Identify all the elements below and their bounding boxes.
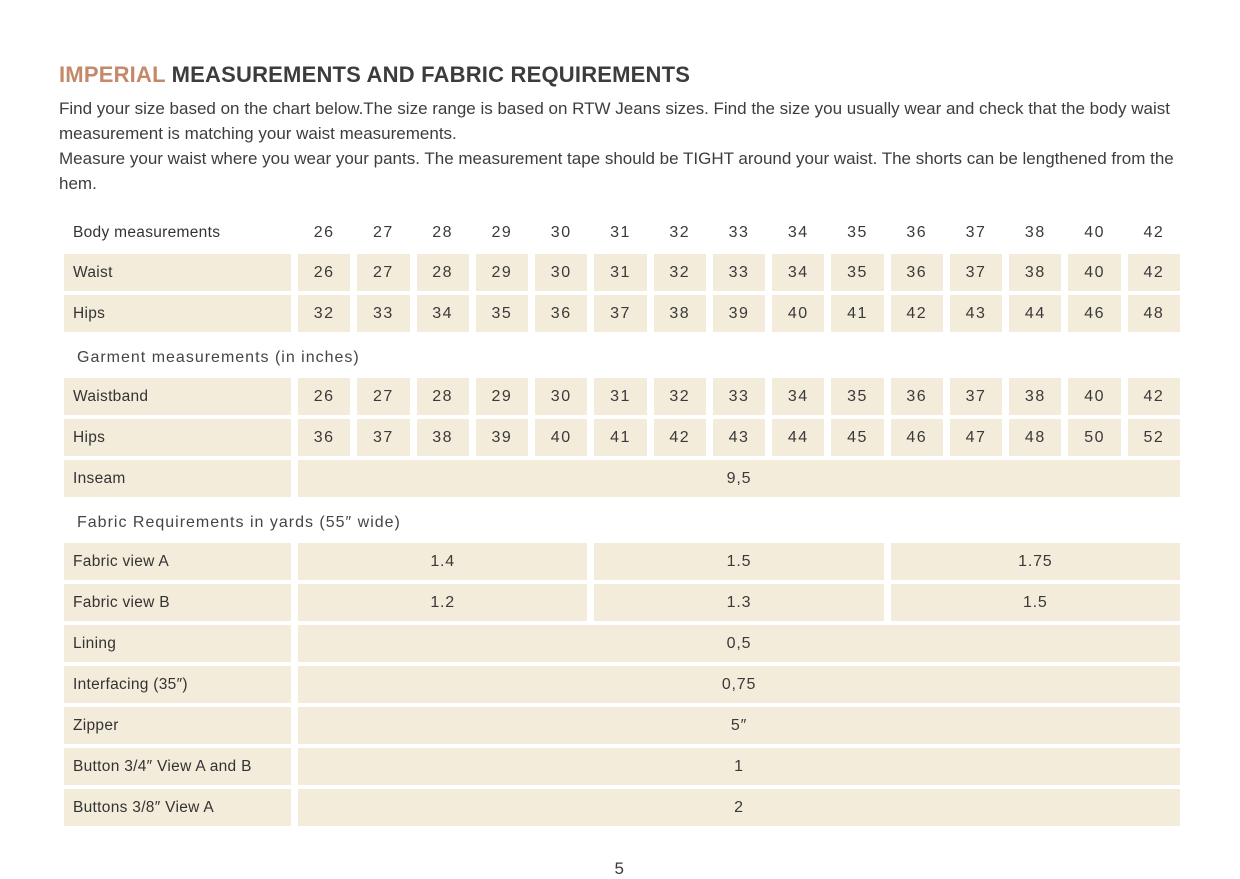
size-cell: 26	[298, 378, 350, 415]
size-cell: 28	[417, 254, 469, 291]
garment-measurements-table	[64, 378, 1180, 497]
row-label: Lining	[64, 625, 291, 662]
size-cell: 46	[1068, 295, 1120, 332]
size-cell: 42	[1128, 254, 1180, 291]
size-cell: 39	[476, 419, 528, 456]
table-row	[64, 543, 1180, 580]
intro-paragraph-1: Find your size based on the chart below.The size range is based on RTW Jeans sizes. Find the size you usually wear and check that the body waist measurement is matching your waist measurements.	[59, 99, 1170, 143]
value-cell: 1.4	[298, 543, 587, 580]
size-cell: 30	[535, 378, 587, 415]
row-label: Fabric view A	[64, 543, 291, 580]
table-row	[64, 584, 1180, 621]
page-title	[59, 62, 1180, 88]
size-header-cell: 33	[728, 224, 750, 241]
size-cell: 38	[1009, 254, 1061, 291]
table-row	[64, 254, 1180, 291]
size-header-cell: 36	[906, 224, 928, 241]
size-cell: 38	[1009, 378, 1061, 415]
size-cell: 46	[891, 419, 943, 456]
value-cell: 0,75	[298, 666, 1180, 703]
size-cell: 29	[476, 378, 528, 415]
value-cell: 5″	[298, 707, 1180, 744]
size-cell: 40	[1068, 254, 1120, 291]
size-cell: 43	[950, 295, 1002, 332]
value-cell: 1.5	[891, 584, 1180, 621]
page-title-rest: MEASUREMENTS AND FABRIC REQUIREMENTS	[165, 62, 691, 87]
size-cell: 52	[1128, 419, 1180, 456]
value-cell: 1	[298, 748, 1180, 785]
table-row	[64, 748, 1180, 785]
table-row	[64, 419, 1180, 456]
row-label: Buttons 3/8″ View A	[64, 789, 291, 826]
row-label: Inseam	[64, 460, 291, 497]
size-header-cell: 32	[669, 224, 691, 241]
size-cell: 34	[772, 254, 824, 291]
garment-section-title: Garment measurements (in inches)	[77, 349, 360, 366]
size-header-cell: 28	[432, 224, 454, 241]
size-cell: 37	[594, 295, 646, 332]
row-label: Body measurements	[73, 224, 221, 241]
tables-container	[64, 219, 1180, 826]
table-row	[64, 460, 1180, 497]
size-cell: 31	[594, 254, 646, 291]
size-header-cell: 38	[1024, 224, 1046, 241]
size-cell: 42	[1128, 378, 1180, 415]
size-cell: 39	[713, 295, 765, 332]
size-cell: 40	[535, 419, 587, 456]
size-cell: 37	[357, 419, 409, 456]
row-label: Fabric view B	[64, 584, 291, 621]
page-title-highlight: IMPERIAL	[59, 62, 166, 87]
size-cell: 37	[950, 378, 1002, 415]
table-row	[64, 666, 1180, 703]
size-cell: 35	[831, 254, 883, 291]
size-cell: 34	[417, 295, 469, 332]
size-header-cell: 26	[313, 224, 335, 241]
size-cell: 31	[594, 378, 646, 415]
size-cell: 45	[831, 419, 883, 456]
size-cell: 42	[891, 295, 943, 332]
size-cell: 48	[1009, 419, 1061, 456]
size-cell: 42	[654, 419, 706, 456]
value-cell: 1.2	[298, 584, 587, 621]
size-cell: 41	[594, 419, 646, 456]
size-cell: 38	[417, 419, 469, 456]
intro-paragraph-2: Measure your waist where you wear your pants. The measurement tape should be TIGHT around your waist. The shorts can be lengthened from the hem.	[59, 149, 1174, 193]
size-cell: 36	[891, 254, 943, 291]
size-cell: 35	[831, 378, 883, 415]
table-row	[64, 789, 1180, 826]
size-cell: 48	[1128, 295, 1180, 332]
size-cell: 36	[298, 419, 350, 456]
size-cell: 33	[713, 378, 765, 415]
size-header-cell: 42	[1143, 224, 1165, 241]
size-cell: 35	[476, 295, 528, 332]
row-label: Hips	[64, 295, 291, 332]
size-cell: 47	[950, 419, 1002, 456]
size-cell: 33	[713, 254, 765, 291]
size-cell: 44	[1009, 295, 1061, 332]
value-cell: 2	[298, 789, 1180, 826]
size-cell: 27	[357, 378, 409, 415]
size-header-cell: 35	[847, 224, 868, 241]
size-cell: 37	[950, 254, 1002, 291]
size-header-cell: 27	[373, 224, 394, 241]
size-cell: 40	[772, 295, 824, 332]
size-header-cell: 40	[1084, 224, 1105, 241]
table-row	[64, 625, 1180, 662]
size-header-cell: 29	[491, 224, 513, 241]
size-cell: 30	[535, 254, 587, 291]
size-cell: 32	[654, 254, 706, 291]
value-cell: 1.3	[594, 584, 883, 621]
table-row	[64, 295, 1180, 332]
size-header-cell: 37	[965, 224, 987, 241]
value-cell: 1.75	[891, 543, 1180, 580]
row-label: Zipper	[64, 707, 291, 744]
table-row	[64, 378, 1180, 415]
value-cell: 0,5	[298, 625, 1180, 662]
spacer	[59, 196, 1180, 219]
size-cell: 32	[654, 378, 706, 415]
size-cell: 41	[831, 295, 883, 332]
row-label: Waistband	[64, 378, 291, 415]
size-cell: 38	[654, 295, 706, 332]
size-cell: 28	[417, 378, 469, 415]
size-header-row	[64, 219, 1180, 247]
table-row	[64, 707, 1180, 744]
fabric-requirements-table	[64, 543, 1180, 826]
size-cell: 43	[713, 419, 765, 456]
size-header-cell: 30	[550, 224, 572, 241]
row-label: Hips	[64, 419, 291, 456]
size-cell: 40	[1068, 378, 1120, 415]
row-label: Interfacing (35″)	[64, 666, 291, 703]
size-cell: 26	[298, 254, 350, 291]
size-header-cell: 34	[787, 224, 809, 241]
value-cell: 1.5	[594, 543, 883, 580]
fabric-section-title: Fabric Requirements in yards (55″ wide)	[77, 514, 401, 531]
row-label: Button 3/4″ View A and B	[64, 748, 291, 785]
body-measurements-table	[64, 219, 1180, 332]
size-cell: 36	[535, 295, 587, 332]
page-number: 5	[614, 859, 625, 878]
size-cell: 29	[476, 254, 528, 291]
size-cell: 34	[772, 378, 824, 415]
value-cell: 9,5	[298, 460, 1180, 497]
size-cell: 44	[772, 419, 824, 456]
size-cell: 27	[357, 254, 409, 291]
size-cell: 50	[1068, 419, 1120, 456]
size-cell: 33	[357, 295, 409, 332]
size-header-cell: 31	[610, 224, 631, 241]
size-cell: 32	[298, 295, 350, 332]
row-label: Waist	[64, 254, 291, 291]
size-cell: 36	[891, 378, 943, 415]
